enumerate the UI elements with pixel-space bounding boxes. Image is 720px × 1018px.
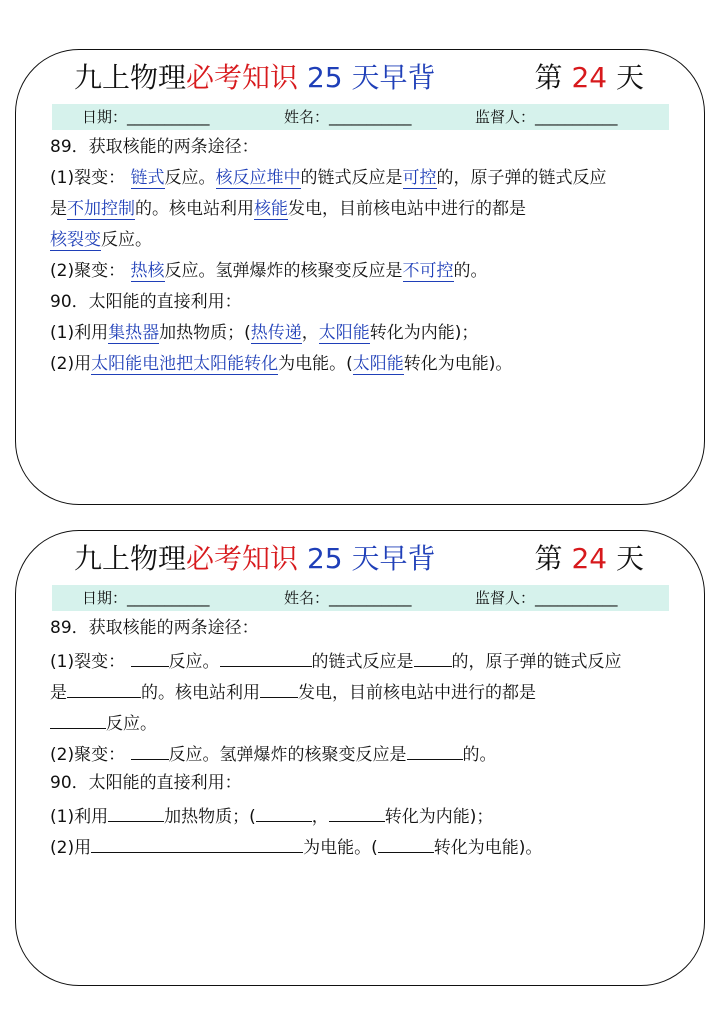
blank[interactable] <box>220 644 312 667</box>
q89-line4: (2)聚变： 热核反应。氢弹爆炸的核聚变反应是不可控的。 <box>50 261 488 281</box>
q89-line4: (2)聚变： 反应。氢弹爆炸的核聚变反应是 的。 <box>50 737 684 768</box>
title-subject: 九上物理 <box>74 542 187 575</box>
q90-line1: (1)利用 加热物质；( ， 转化为内能)； <box>50 799 684 830</box>
q89-line1: (1)裂变： 反应。 的链式反应是 的，原子弹的链式反应 <box>50 644 684 675</box>
title-plan: 25 天早背 <box>306 61 436 94</box>
title-plan: 25 天早背 <box>306 542 436 575</box>
blank[interactable] <box>131 644 169 667</box>
content <box>50 613 684 861</box>
q90-line2: (2)用 为电能。( 转化为电能)。 <box>50 830 684 861</box>
title-must-know: 必考知识 <box>186 61 299 94</box>
q90-heading: 90．太阳能的直接利用： <box>50 292 242 312</box>
q89-heading: 89．获取核能的两条途径： <box>50 618 259 638</box>
q89-line3: 反应。 <box>50 706 684 737</box>
info-bar <box>52 104 669 130</box>
blank[interactable] <box>407 737 463 760</box>
q89-line2: 是 的。核电站利用 发电，目前核电站中进行的都是 <box>50 675 684 706</box>
supervisor-field: 监督人：___________ <box>475 589 618 607</box>
card-title <box>74 58 674 98</box>
q89-line1: (1)裂变： 链式反应。核反应堆中的链式反应是可控的，原子弹的链式反应 <box>50 168 607 188</box>
title-must-know: 必考知识 <box>186 542 299 575</box>
blank[interactable] <box>131 737 169 760</box>
date-field: 日期：___________ <box>82 589 210 607</box>
practice-card <box>15 530 705 986</box>
content <box>50 132 684 380</box>
blank[interactable] <box>329 799 385 822</box>
day-label: 第 24 天 <box>534 542 644 575</box>
q90-line2: (2)用太阳能电池把太阳能转化为电能。(太阳能转化为电能)。 <box>50 354 513 374</box>
blank[interactable] <box>256 799 312 822</box>
title-subject: 九上物理 <box>74 61 187 94</box>
blank[interactable] <box>378 830 434 853</box>
blank[interactable] <box>67 675 141 698</box>
blank[interactable] <box>50 706 106 729</box>
info-bar <box>52 585 669 611</box>
name-field: 姓名：___________ <box>284 589 412 607</box>
supervisor-field: 监督人：___________ <box>475 108 618 126</box>
answer-card <box>15 49 705 505</box>
date-field: 日期：___________ <box>82 108 210 126</box>
q89-line2: 是不加控制的。核电站利用核能发电，目前核电站中进行的都是 <box>50 199 526 219</box>
q89-heading: 89．获取核能的两条途径： <box>50 137 259 157</box>
q90-line1: (1)利用集热器加热物质；(热传递，太阳能转化为内能)； <box>50 323 479 343</box>
card-title <box>74 539 674 579</box>
day-label: 第 24 天 <box>534 61 644 94</box>
blank[interactable] <box>108 799 164 822</box>
q90-heading: 90．太阳能的直接利用： <box>50 773 242 793</box>
q89-line3: 核裂变反应。 <box>50 230 152 250</box>
name-field: 姓名：___________ <box>284 108 412 126</box>
blank[interactable] <box>414 644 452 667</box>
blank[interactable] <box>260 675 298 698</box>
blank[interactable] <box>91 830 303 853</box>
